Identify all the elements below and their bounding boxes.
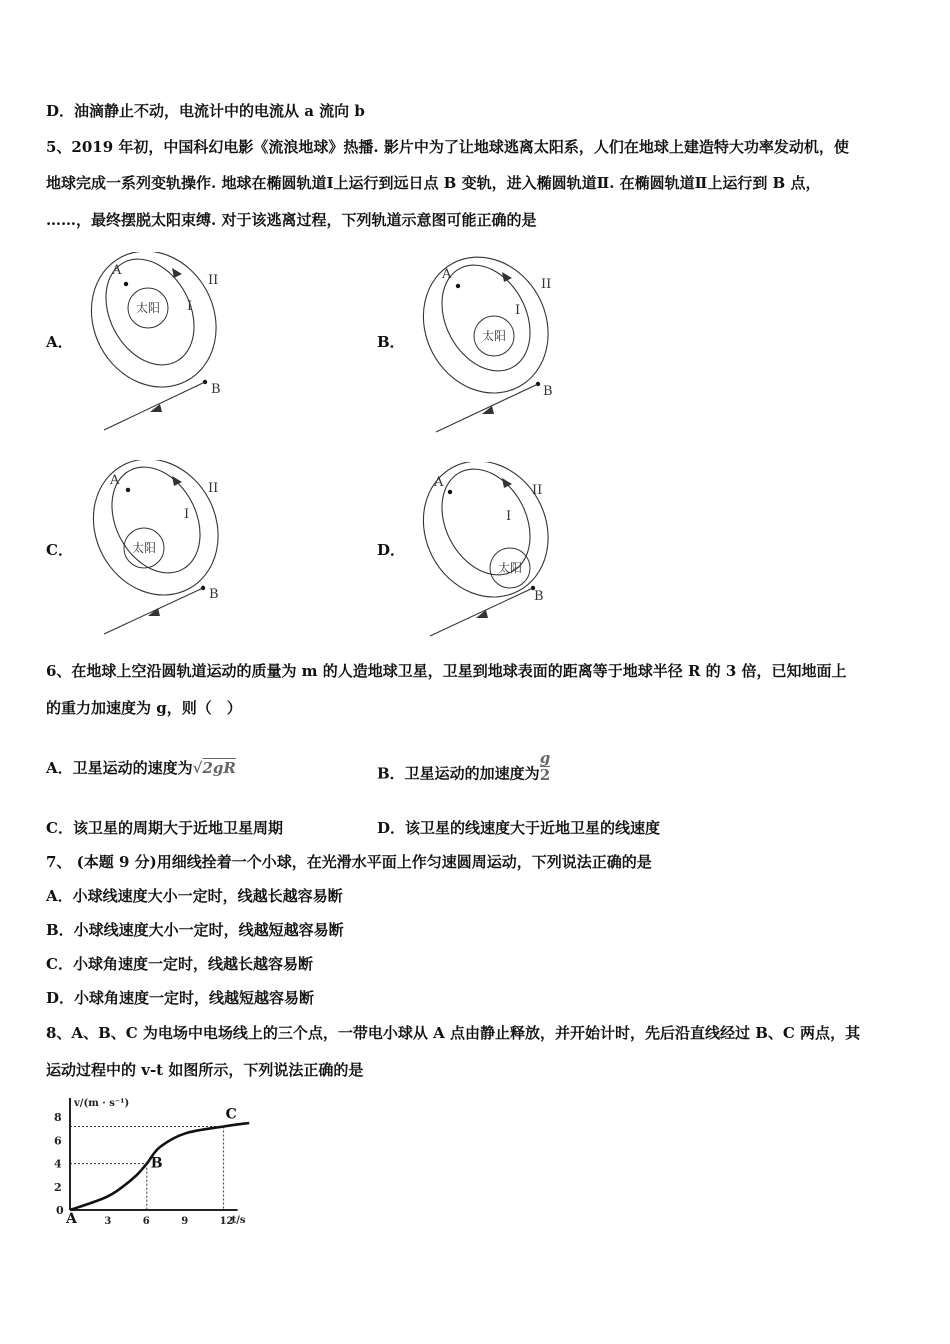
q6-option-a xyxy=(46,758,236,778)
point-a-label: A xyxy=(112,263,122,278)
point-label-b: B xyxy=(150,1155,163,1172)
point-a-dot xyxy=(448,490,452,494)
q8-stem-line1: 8、A、B、C 为电场中电场线上的三个点，一带电小球从 A 点由静止释放，并开始计时，先后沿直线经过 B、C 两点，其 xyxy=(46,1024,861,1042)
point-a-label: A xyxy=(442,267,452,282)
x-tick-label: 9 xyxy=(181,1216,189,1227)
y-tick-label: 2 xyxy=(54,1180,62,1194)
point-a-label: A xyxy=(110,473,120,488)
x-tick-label: 3 xyxy=(104,1216,112,1227)
x-tick-label: 12 xyxy=(219,1216,234,1227)
fraction-denominator: 2 xyxy=(539,766,551,784)
fraction xyxy=(540,750,551,783)
point-b-label: B xyxy=(209,587,219,602)
origin-label: 0 xyxy=(56,1204,64,1217)
orbit-diagram-b xyxy=(420,256,570,441)
sun-label: 太阳 xyxy=(135,301,161,315)
point-label-a: A xyxy=(66,1211,77,1227)
y-axis-label: v/(m · s⁻¹) xyxy=(74,1098,130,1109)
q6-option-b-text: B．卫星运动的加速度为 xyxy=(377,764,540,783)
sun-label: 太阳 xyxy=(497,561,523,575)
q5-option-c-label: C． xyxy=(46,541,73,559)
q7-option-b: B．小球线速度大小一定时，线越短越容易断 xyxy=(46,921,344,939)
q6-option-c: C．该卫星的周期大于近地卫星周期 xyxy=(46,819,283,837)
q5-option-a-label: A． xyxy=(46,333,73,351)
escape-line xyxy=(104,382,205,430)
point-a-label: A xyxy=(434,475,444,490)
point-b-label: B xyxy=(534,589,544,604)
sqrt-radicand: 2gR xyxy=(202,759,236,777)
fraction-numerator: g xyxy=(539,749,551,767)
q6-stem-line2: 的重力加速度为 g，则（ ） xyxy=(46,699,242,717)
escape-line xyxy=(104,588,203,634)
y-tick-label: 6 xyxy=(54,1134,62,1148)
q6-stem-line1: 6、在地球上空沿圆轨道运动的质量为 m 的人造地球卫星，卫星到地球表面的距离等于地球半径 R 的 3 倍，已知地面上 xyxy=(46,662,847,680)
vt-chart xyxy=(44,1092,260,1227)
orbit-2-label: II xyxy=(541,277,552,292)
q5-option-d-label: D． xyxy=(377,541,406,559)
orbit-2-label: II xyxy=(208,273,219,288)
orbit-1-label: I xyxy=(506,509,512,524)
orbit-1-label: I xyxy=(515,303,521,318)
y-tick-label: 8 xyxy=(54,1111,62,1125)
sun-label: 太阳 xyxy=(131,541,157,555)
orbit-2-label: II xyxy=(532,483,543,498)
escape-line xyxy=(436,384,538,432)
point-a-dot xyxy=(456,284,460,288)
orbit-1-label: I xyxy=(187,299,193,314)
escape-line xyxy=(430,588,533,636)
orbit-diagram-c xyxy=(90,460,240,640)
q5-stem-line2: 地球完成一系列变轨操作. 地球在椭圆轨道Ⅰ上运行到远日点 B 变轨，进入椭圆轨道Ⅱ. 在椭圆轨道Ⅱ上运行到 B 点， xyxy=(46,174,821,192)
y-tick-label: 4 xyxy=(54,1157,62,1171)
q8-stem-line2: 运动过程中的 v-t 如图所示，下列说法正确的是 xyxy=(46,1061,364,1079)
arrow-top xyxy=(502,478,512,488)
q7-option-c: C．小球角速度一定时，线越长越容易断 xyxy=(46,955,313,973)
point-label-c: C xyxy=(225,1106,237,1123)
arrow-top xyxy=(502,272,512,282)
q6-option-b xyxy=(377,749,551,791)
q6-option-a-text: A．卫星运动的速度为 xyxy=(46,759,193,777)
orbit-diagram-a xyxy=(90,252,240,437)
orbit-1-label: I xyxy=(184,507,190,522)
q7-option-a: A．小球线速度大小一定时，线越长越容易断 xyxy=(46,887,343,905)
sun-label: 太阳 xyxy=(481,329,507,343)
q5-stem-line1: 5、2019 年初，中国科幻电影《流浪地球》热播. 影片中为了让地球逃离太阳系，人们在地球上建造特大功率发动机，使 xyxy=(46,138,849,156)
arrow-escape xyxy=(148,608,160,616)
sqrt-expression: √2gR xyxy=(192,759,236,777)
q5-stem-line3: ……，最终摆脱太阳束缚. 对于该逃离过程，下列轨道示意图可能正确的是 xyxy=(46,211,537,229)
point-b-label: B xyxy=(211,382,221,397)
q6-option-d: D．该卫星的线速度大于近地卫星的线速度 xyxy=(377,819,661,837)
orbit-2-label: II xyxy=(208,481,219,496)
point-a-dot xyxy=(126,488,130,492)
orbit-diagram-d xyxy=(420,462,570,642)
q7-option-d: D．小球角速度一定时，线越短越容易断 xyxy=(46,989,315,1007)
point-b-label: B xyxy=(543,384,553,399)
q4-option-d: D．油滴静止不动，电流计中的电流从 a 流向 b xyxy=(46,102,365,120)
arrow-top xyxy=(172,476,182,486)
orbit-1 xyxy=(90,252,212,380)
x-tick-label: 6 xyxy=(142,1216,150,1227)
x-axis-label: t/s xyxy=(231,1215,246,1226)
q7-stem: 7、 (本题 9 分)用细线拴着一个小球，在光滑水平面上作匀速圆周运动，下列说法正确的是 xyxy=(46,853,652,871)
q5-option-b-label: B． xyxy=(377,333,405,351)
point-a-dot xyxy=(124,282,128,286)
